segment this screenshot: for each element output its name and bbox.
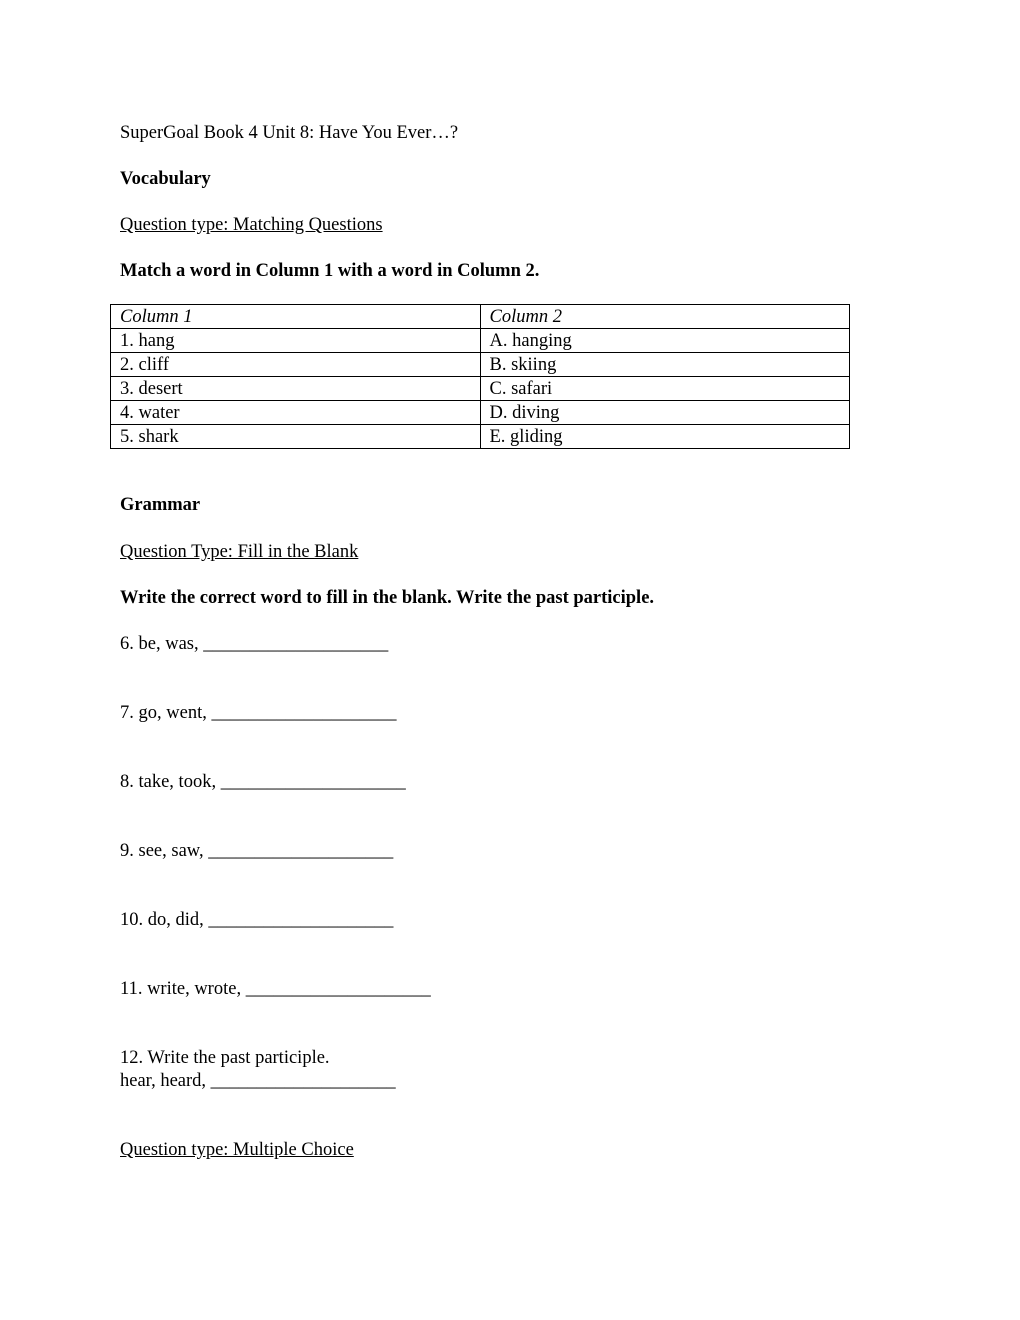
column-header: Column 1 xyxy=(111,305,481,329)
table-cell: E. gliding xyxy=(480,425,850,449)
multiple-choice-question-type: Question type: Multiple Choice xyxy=(120,1140,354,1160)
vocabulary-heading: Vocabulary xyxy=(120,169,211,189)
matching-table xyxy=(110,304,850,449)
vocabulary-question-type: Question type: Matching Questions xyxy=(120,215,383,235)
grammar-instruction: Write the correct word to fill in the blank. Write the past participle. xyxy=(120,588,655,608)
question-item: 6. be, was, ____________________ xyxy=(120,634,389,654)
question-item: 7. go, went, ____________________ xyxy=(120,703,397,723)
table-cell: 3. desert xyxy=(111,377,481,401)
question-item: 10. do, did, ____________________ xyxy=(120,910,394,930)
grammar-question-type: Question Type: Fill in the Blank xyxy=(120,542,359,562)
question-item: 9. see, saw, ____________________ xyxy=(120,841,394,861)
vocabulary-instruction: Match a word in Column 1 with a word in Column 2. xyxy=(120,261,540,281)
table-cell: C. safari xyxy=(480,377,850,401)
table-cell: 2. cliff xyxy=(111,353,481,377)
grammar-heading: Grammar xyxy=(120,495,201,515)
table-cell: 1. hang xyxy=(111,329,481,353)
table-cell: A. hanging xyxy=(480,329,850,353)
question-item-12-prompt: 12. Write the past participle. xyxy=(120,1048,330,1068)
table-cell: 4. water xyxy=(111,401,481,425)
column-header: Column 2 xyxy=(480,305,850,329)
question-item: 11. write, wrote, ____________________ xyxy=(120,979,431,999)
table-cell: D. diving xyxy=(480,401,850,425)
document-title: SuperGoal Book 4 Unit 8: Have You Ever…? xyxy=(120,123,459,143)
question-item-12-blank: hear, heard, ____________________ xyxy=(120,1071,396,1091)
table-cell: B. skiing xyxy=(480,353,850,377)
question-item: 8. take, took, ____________________ xyxy=(120,772,406,792)
table-cell: 5. shark xyxy=(111,425,481,449)
